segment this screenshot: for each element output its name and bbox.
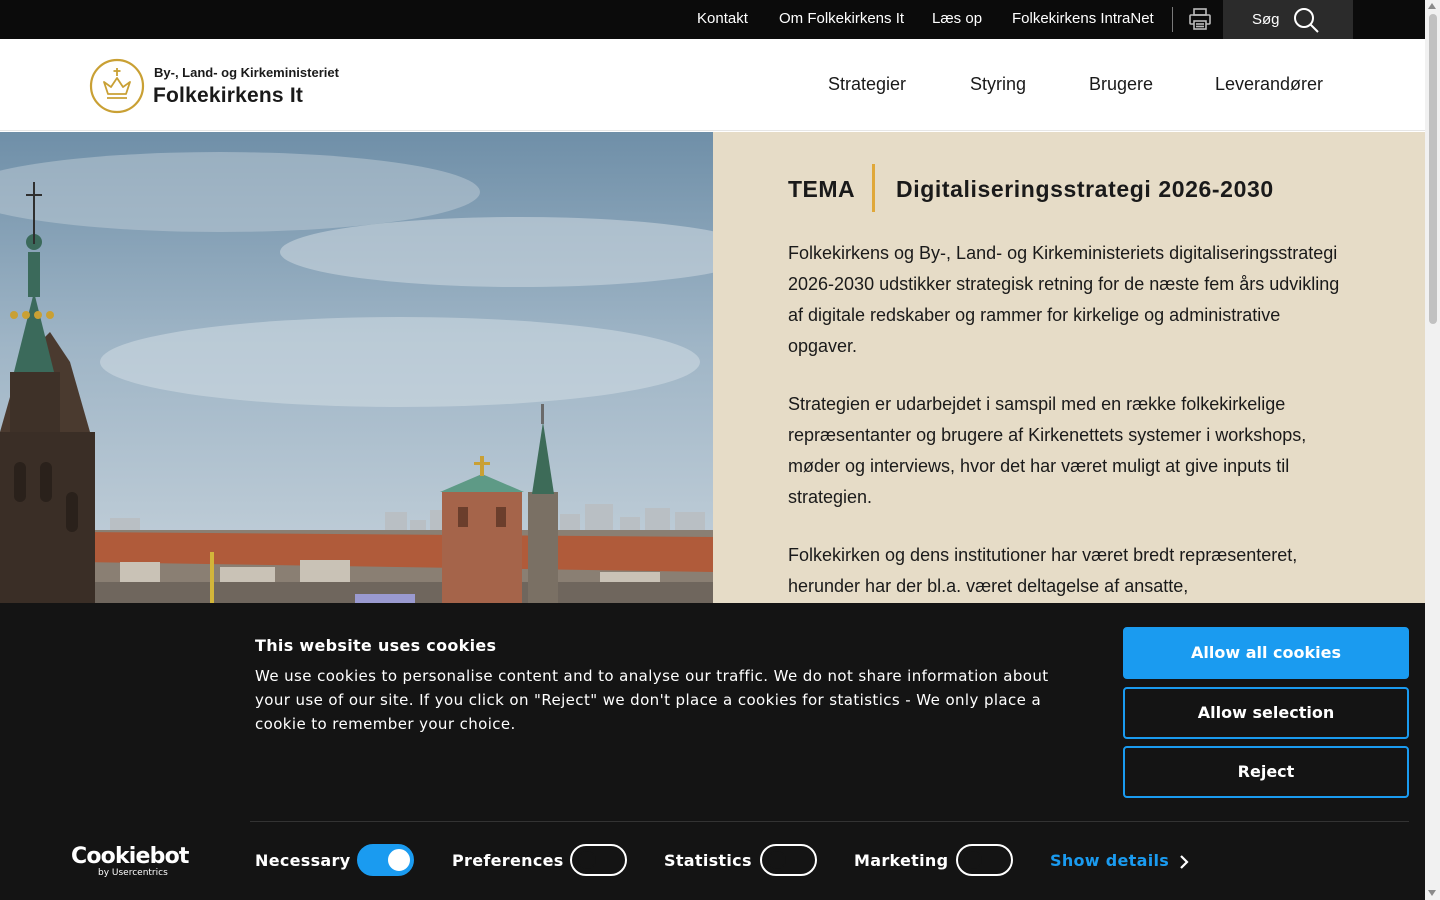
search-button[interactable] — [1223, 0, 1353, 39]
topbar-divider — [1172, 7, 1173, 32]
logo-ministry-text: By-, Land- og Kirkeministeriet — [154, 65, 339, 80]
cookie-title: This website uses cookies — [255, 636, 497, 655]
toggle-label-marketing: Marketing — [854, 851, 949, 870]
preferences-toggle[interactable] — [570, 844, 627, 876]
tema-divider — [872, 164, 875, 212]
marketing-toggle[interactable] — [956, 844, 1013, 876]
necessary-toggle[interactable] — [357, 844, 414, 876]
top-utility-bar — [0, 0, 1425, 39]
show-details-link[interactable]: Show details — [1050, 851, 1170, 870]
allow-selection-button[interactable]: Allow selection — [1123, 687, 1409, 739]
cookie-separator — [250, 821, 1409, 822]
topbar-link-om[interactable]: Om Folkekirkens It — [779, 10, 905, 27]
hero-paragraph-2: Strategien er udarbejdet i samspil med en række folkekirkelige repræsentanter og brugere af Kirkenettets systemer i workshops, møder og interviews, hvor det har været muligt at give inputs til strategien. — [788, 394, 1307, 507]
nav-strategier[interactable]: Strategier — [828, 74, 907, 94]
cookie-description: We use cookies to personalise content and to analyse our traffic. We do not share information about your use of our site. If you click on "Reject" we don't place a cookies for statistics - We only place a cookie to remember your choice. — [255, 667, 1049, 733]
topbar-link-kontakt[interactable]: Kontakt — [697, 10, 748, 27]
logo-name-text: Folkekirkens It — [153, 84, 304, 107]
topbar-link-laes-op[interactable]: Læs op — [932, 10, 983, 27]
hero-text-panel — [713, 132, 1425, 603]
topbar-link-intranet[interactable]: Folkekirkens IntraNet — [1012, 10, 1154, 27]
cookiebot-brand-text: Cookiebot — [71, 844, 189, 869]
tema-label: TEMA — [788, 176, 856, 202]
hero-skyline-image — [0, 132, 713, 603]
magnifier-icon — [1292, 6, 1320, 34]
allow-all-cookies-button[interactable]: Allow all cookies — [1123, 627, 1409, 679]
site-logo[interactable] — [89, 58, 359, 114]
reject-cookies-button[interactable]: Reject — [1123, 746, 1409, 798]
scroll-up-arrow-icon[interactable] — [1428, 3, 1436, 9]
toggle-label-preferences: Preferences — [452, 851, 564, 870]
cookie-consent-banner — [0, 603, 1425, 900]
crown-emblem-icon — [89, 58, 145, 114]
page-scrollbar[interactable] — [1425, 0, 1440, 900]
printer-icon[interactable] — [1186, 5, 1214, 33]
cookiebot-logo[interactable] — [71, 844, 189, 879]
toggle-label-necessary: Necessary — [255, 851, 351, 870]
scroll-thumb[interactable] — [1429, 14, 1437, 324]
nav-styring[interactable]: Styring — [970, 74, 1027, 94]
nav-leverandorer[interactable]: Leverandører — [1215, 74, 1324, 94]
site-header — [0, 39, 1425, 131]
search-label: Søg — [1252, 11, 1280, 28]
hero-paragraph-3: Folkekirken og dens institutioner har været bredt repræsenteret, herunder har der bl.a. været deltagelse af ansatte, — [788, 545, 1298, 596]
chevron-right-icon[interactable] — [1177, 854, 1191, 870]
nav-brugere[interactable]: Brugere — [1089, 74, 1154, 94]
statistics-toggle[interactable] — [760, 844, 817, 876]
page-title: Digitaliseringsstrategi 2026-2030 — [896, 176, 1274, 202]
scroll-down-arrow-icon[interactable] — [1428, 890, 1436, 896]
toggle-label-statistics: Statistics — [664, 851, 752, 870]
cookiebot-sub-text: by Usercentrics — [98, 868, 168, 878]
hero-paragraph-1: Folkekirkens og By-, Land- og Kirkeministeriets digitaliseringsstrategi 2026-2030 udstikker strategisk retning for de næste fem års udvikling af digitale redskaber og rammer for kirkelige og administrative opgaver. — [788, 243, 1340, 356]
